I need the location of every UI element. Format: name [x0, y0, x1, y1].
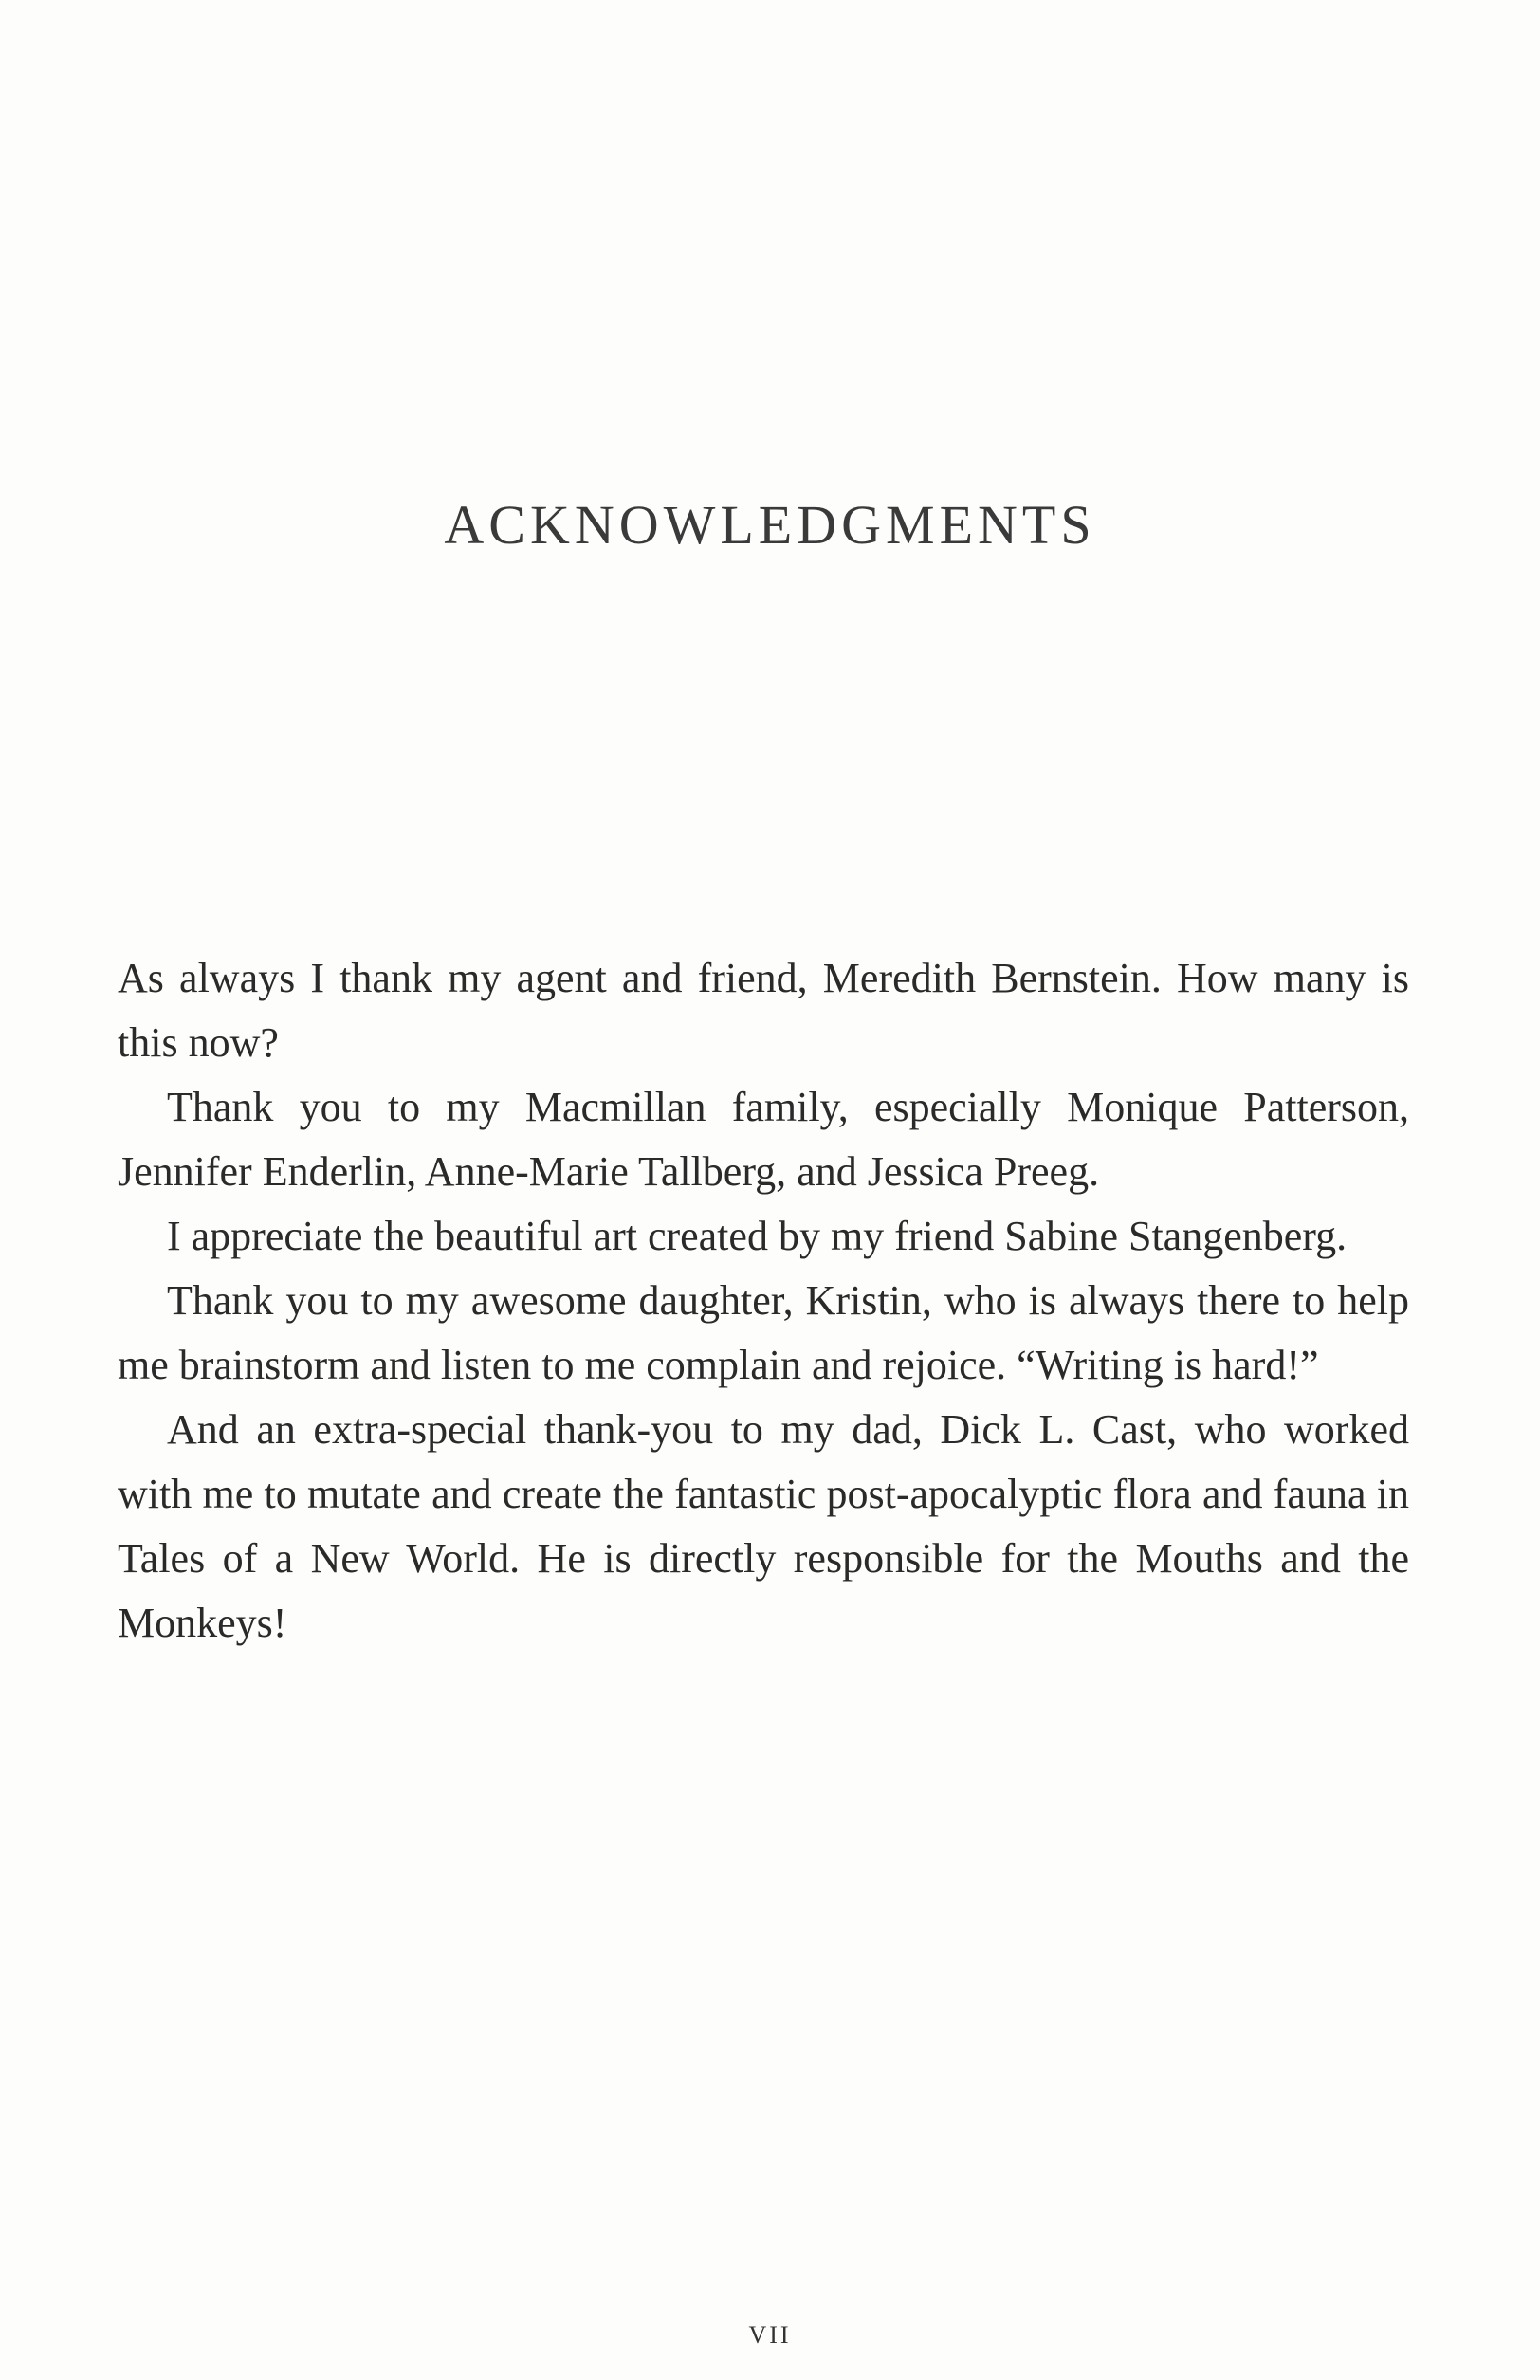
acknowledgments-body: [118, 946, 1409, 1656]
paragraph: Thank you to my awesome daughter, Kristin, who is always there to help me brainstorm and listen to me complain and rejoice. “Writing is hard!”: [118, 1277, 1409, 1388]
paragraph: And an extra-special thank-you to my dad, Dick L. Cast, who worked with me to mutate and create the fantastic post-apocalyptic flora and fauna in Tales of a New World. He is directly responsible for the Mouths and the Monkeys!: [118, 1406, 1409, 1646]
paragraph: As always I thank my agent and friend, Meredith Bernstein. How many is this now?: [118, 955, 1409, 1066]
paragraph: Thank you to my Macmillan family, especially Monique Patterson, Jennifer Enderlin, Anne-Marie Tallberg, and Jessica Preeg.: [118, 1084, 1409, 1195]
page-number: VII: [748, 2321, 792, 2349]
page-title: ACKNOWLEDGMENTS: [444, 494, 1096, 556]
paragraph: I appreciate the beautiful art created by my friend Sabine Stangenberg.: [167, 1213, 1348, 1259]
